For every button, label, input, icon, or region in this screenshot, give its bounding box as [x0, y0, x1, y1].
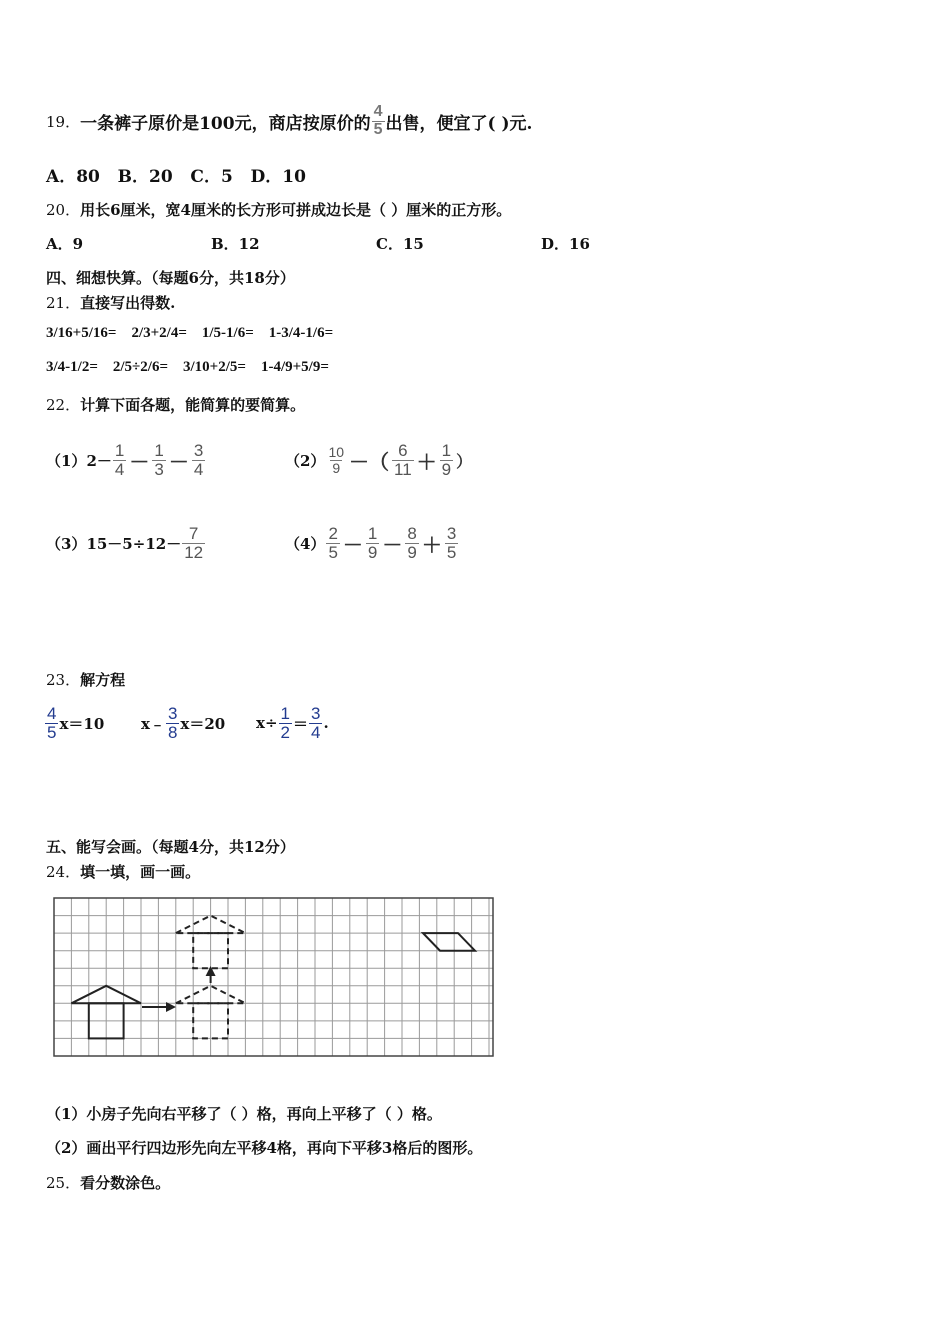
frac-num: 1 — [441, 440, 452, 460]
q23-e3-eq: ＝ — [292, 714, 308, 733]
operator: － — [342, 534, 363, 557]
q23-e3-end: . — [323, 714, 329, 732]
frac-den: 4 — [311, 722, 321, 742]
q19-line — [46, 98, 532, 144]
q20-option-c[interactable]: C．15 — [376, 235, 424, 253]
operator: － — [129, 451, 150, 474]
q19-number: 19． — [46, 112, 81, 131]
q24-line — [46, 861, 200, 882]
q19-options — [46, 162, 306, 187]
q23-e1-frac — [45, 705, 58, 742]
q20-number: 20． — [46, 201, 81, 219]
q22-p4-frac2 — [366, 525, 379, 562]
frac-num: 1 — [154, 440, 164, 460]
q22-p2-frac2 — [392, 442, 414, 479]
q22-p4-frac3 — [405, 525, 418, 562]
operator: － — [168, 451, 189, 474]
q23-e3-frac1 — [279, 705, 292, 742]
q20-option-a[interactable]: A．9 — [46, 235, 84, 253]
frac-num: 6 — [398, 440, 408, 460]
q24-number: 24． — [46, 863, 81, 881]
q22-p4-label: （4） — [285, 534, 326, 553]
operator: ） — [456, 453, 473, 471]
q23-number: 23． — [46, 671, 81, 689]
q22-p4-frac1 — [326, 525, 339, 562]
q20-text: 用长6厘米，宽4厘米的长方形可拼成边长是（ ）厘米的正方形。 — [80, 201, 512, 219]
q19-option-d[interactable]: D．10 — [250, 167, 306, 187]
q19-option-c[interactable]: C．5 — [190, 167, 233, 187]
q19-text-after: 出售，便宜了( )元. — [385, 113, 533, 134]
q22-p3-lead: 15－5÷12－ — [86, 534, 182, 553]
section5-title: 五、能写会画。（每题4分，共12分） — [46, 838, 295, 856]
q22-text: 计算下面各题，能简算的要简算。 — [80, 396, 306, 414]
q22-part1 — [46, 425, 206, 495]
frac-den: 5 — [47, 722, 57, 742]
frac-den: 9 — [441, 459, 452, 479]
frac-num: 3 — [311, 703, 321, 723]
q21-item: 1-3/4-1/6= — [268, 325, 334, 341]
frac-den: 5 — [328, 542, 338, 562]
q21-item: 2/3+2/4= — [131, 325, 187, 341]
frac-den: 9 — [407, 542, 417, 562]
frac-den: 9 — [332, 459, 341, 476]
q21-text: 直接写出得数. — [80, 294, 176, 312]
q22-p3-frac1 — [182, 525, 205, 562]
q23-eq3 — [256, 700, 329, 746]
parallelogram-shape — [423, 933, 475, 951]
q23-e2-lead: x﹣ — [141, 714, 165, 733]
q21-item: 1-4/9+5/9= — [260, 359, 329, 375]
q24-sub1: （1）小房子先向右平移了（ ）格，再向上平移了（ ）格。 — [46, 1105, 442, 1123]
frac-den: 11 — [394, 459, 412, 479]
grid-border — [54, 898, 493, 1056]
q24-text: 填一填，画一画。 — [80, 863, 201, 881]
q22-p1-frac2 — [152, 442, 165, 479]
q21-item: 3/16+5/16= — [46, 325, 117, 341]
frac-den: 8 — [167, 722, 178, 742]
q20-option-b[interactable]: B．12 — [211, 235, 260, 253]
frac-num: 8 — [407, 523, 417, 543]
frac-den: 3 — [154, 459, 164, 479]
q21-item: 2/5÷2/6= — [112, 359, 169, 375]
frac-den: 12 — [184, 542, 204, 562]
q20-option-d[interactable]: D．16 — [541, 235, 590, 253]
q23-e3-frac2 — [309, 705, 322, 742]
frac-num: 3 — [446, 523, 457, 543]
q21-row2 — [46, 359, 329, 376]
q22-p2-label: （2） — [285, 451, 326, 470]
q25-text: 看分数涂色。 — [80, 1174, 171, 1192]
frac-num: 2 — [328, 523, 338, 543]
q21-item: 3/10+2/5= — [183, 359, 246, 375]
translation-grid-figure — [50, 894, 500, 1060]
frac-num: 3 — [193, 440, 204, 460]
q23-e2-frac — [166, 705, 179, 742]
frac-num: 1 — [280, 703, 290, 723]
q22-number: 22． — [46, 396, 81, 414]
q23-eq1 — [44, 700, 104, 746]
q22-p2-frac1 — [326, 445, 346, 475]
q22-part4 — [285, 508, 459, 578]
q21-item: 1/5-1/6= — [201, 325, 254, 341]
q22-p2-frac3 — [440, 442, 453, 479]
q19-option-b[interactable]: B．20 — [117, 167, 173, 187]
section4-title: 四、细想快算。（每题6分，共18分） — [46, 269, 295, 287]
frac-den: 5 — [446, 542, 457, 562]
q19-text-before: 一条裤子原价是100元，商店按原价的 — [80, 113, 371, 134]
q22-p3-label: （3） — [46, 534, 87, 553]
q22-p1-label: （1） — [46, 451, 87, 470]
operator: ＋ — [416, 451, 437, 474]
q21-row1 — [46, 325, 333, 342]
frac-den: 2 — [280, 722, 290, 742]
operator: －（ — [349, 451, 390, 474]
frac-num: 1 — [114, 440, 125, 460]
frac-num: 4 — [47, 703, 57, 723]
frac-num: 7 — [188, 523, 199, 543]
frac-num: 10 — [328, 443, 345, 460]
q21-number: 21． — [46, 294, 81, 312]
q23-e2-rest: x＝20 — [180, 714, 226, 733]
frac-num: 1 — [367, 523, 378, 543]
q22-p1-frac3 — [192, 442, 205, 479]
q23-e3-lead: x÷ — [256, 714, 278, 732]
q23-eq2 — [141, 700, 225, 746]
frac-den: 4 — [114, 459, 125, 479]
q23-text: 解方程 — [80, 671, 126, 689]
q23-line — [46, 669, 125, 690]
q20-line — [46, 199, 511, 220]
q19-frac-num: 4 — [373, 102, 383, 120]
q19-option-a[interactable]: A．80 — [46, 167, 100, 187]
operator: － — [382, 534, 403, 557]
frac-den: 9 — [367, 542, 378, 562]
q21-item: 3/4-1/2= — [46, 359, 98, 375]
q24-sub2: （2）画出平行四边形先向左平移4格，再向下平移3格后的图形。 — [46, 1139, 483, 1157]
q19-frac-den: 5 — [373, 120, 383, 138]
q21-line — [46, 292, 175, 313]
q22-p1-lead: 2－ — [86, 451, 112, 470]
q22-part2 — [285, 425, 474, 495]
q22-line — [46, 394, 305, 415]
q19-fraction — [372, 104, 385, 139]
operator: ＋ — [421, 534, 442, 557]
q25-line — [46, 1172, 170, 1193]
q25-number: 25． — [46, 1174, 81, 1192]
frac-den: 4 — [193, 459, 204, 479]
frac-num: 3 — [167, 703, 178, 723]
q23-e1-rest: x＝10 — [59, 714, 105, 733]
q22-p1-frac1 — [113, 442, 126, 479]
grid-lines — [54, 898, 493, 1056]
q22-p4-frac4 — [445, 525, 458, 562]
q22-part3 — [46, 508, 206, 578]
